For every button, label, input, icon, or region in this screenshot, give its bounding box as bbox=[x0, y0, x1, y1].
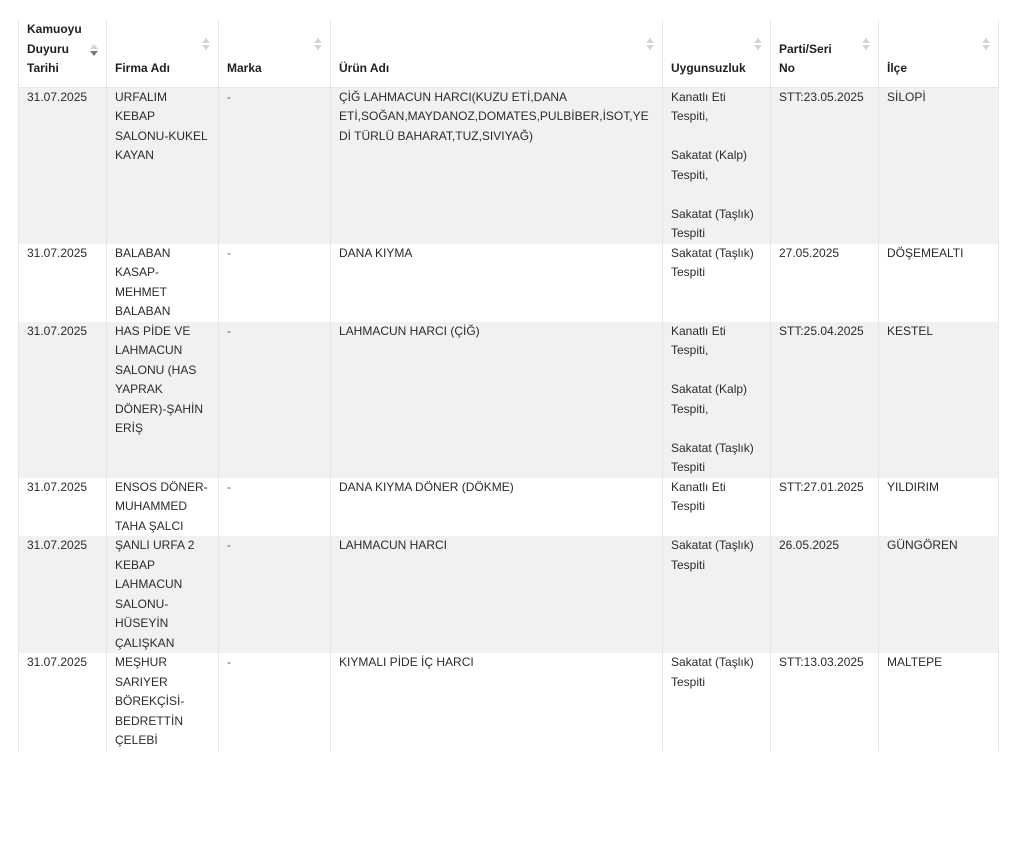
sort-icon[interactable] bbox=[314, 38, 322, 52]
cell-batch: STT:25.04.2025 bbox=[771, 322, 879, 478]
sort-icon[interactable] bbox=[646, 38, 654, 52]
cell-firm: ŞANLI URFA 2 KEBAP LAHMACUN SALONU-HÜSEYİN ÇALIŞKAN bbox=[107, 536, 219, 653]
cell-product: LAHMACUN HARCI (ÇİĞ) bbox=[331, 322, 663, 478]
cell-date: 31.07.2025 bbox=[19, 322, 107, 478]
cell-nonconformity bbox=[663, 244, 771, 322]
column-header-brand-label: Marka bbox=[227, 61, 262, 75]
nonconformity-item: Kanatlı Eti Tespiti, bbox=[671, 323, 726, 357]
column-header-nonconformity-label: Uygunsuzluk bbox=[671, 61, 746, 75]
cell-batch: STT:23.05.2025 bbox=[771, 87, 879, 244]
cell-firm: URFALIM KEBAP SALONU-KUKEL KAYAN bbox=[107, 87, 219, 244]
cell-district: MALTEPE bbox=[879, 653, 999, 751]
column-header-date-label: Kamuoyu Duyuru Tarihi bbox=[27, 22, 82, 75]
column-header-nonconformity[interactable] bbox=[663, 20, 771, 87]
column-header-firm[interactable] bbox=[107, 20, 219, 87]
nonconformity-item: Sakatat (Taşlık) Tespiti bbox=[671, 206, 754, 240]
recall-table bbox=[18, 20, 999, 751]
table-row bbox=[19, 322, 999, 478]
cell-nonconformity bbox=[663, 536, 771, 653]
table-row bbox=[19, 478, 999, 537]
table-row bbox=[19, 87, 999, 244]
nonconformity-item: Sakatat (Kalp) Tespiti, bbox=[671, 382, 748, 416]
table-header-row bbox=[19, 20, 999, 87]
nonconformity-item: Sakatat (Taşlık) Tespiti bbox=[671, 245, 754, 279]
cell-brand: - bbox=[219, 322, 331, 478]
column-header-batch[interactable] bbox=[771, 20, 879, 87]
cell-product: DANA KIYMA DÖNER (DÖKME) bbox=[331, 478, 663, 537]
column-header-batch-label: Parti/Seri No bbox=[779, 41, 832, 75]
column-header-product[interactable] bbox=[331, 20, 663, 87]
cell-batch: 26.05.2025 bbox=[771, 536, 879, 653]
cell-brand: - bbox=[219, 536, 331, 653]
cell-district: YILDIRIM bbox=[879, 478, 999, 537]
nonconformity-item: Sakatat (Taşlık) Tespiti bbox=[671, 655, 754, 689]
cell-date: 31.07.2025 bbox=[19, 536, 107, 653]
cell-nonconformity bbox=[663, 322, 771, 478]
cell-batch: STT:27.01.2025 bbox=[771, 478, 879, 537]
sort-descending-icon[interactable] bbox=[90, 44, 98, 58]
cell-district: DÖŞEMEALTI bbox=[879, 244, 999, 322]
cell-date: 31.07.2025 bbox=[19, 87, 107, 244]
nonconformity-item: Sakatat (Taşlık) Tespiti bbox=[671, 538, 754, 572]
cell-firm: HAS PİDE VE LAHMACUN SALONU (HAS YAPRAK DÖNER)-ŞAHİN ERİŞ bbox=[107, 322, 219, 478]
column-header-date[interactable] bbox=[19, 20, 107, 87]
table-row bbox=[19, 244, 999, 322]
nonconformity-item: Sakatat (Kalp) Tespiti, bbox=[671, 148, 748, 182]
table-row bbox=[19, 653, 999, 751]
cell-product: DANA KIYMA bbox=[331, 244, 663, 322]
table-row bbox=[19, 536, 999, 653]
column-header-product-label: Ürün Adı bbox=[339, 61, 390, 75]
cell-product: ÇİĞ LAHMACUN HARCI(KUZU ETİ,DANA ETİ,SOĞAN,MAYDANOZ,DOMATES,PULBİBER,İSOT,YEDİ TÜRLÜ BAHARAT,TUZ,SIVIYAĞ) bbox=[331, 87, 663, 244]
column-header-firm-label: Firma Adı bbox=[115, 61, 170, 75]
cell-nonconformity bbox=[663, 478, 771, 537]
sort-icon[interactable] bbox=[982, 38, 990, 52]
cell-firm: BALABAN KASAP-MEHMET BALABAN bbox=[107, 244, 219, 322]
cell-batch: STT:13.03.2025 bbox=[771, 653, 879, 751]
cell-district: SİLOPİ bbox=[879, 87, 999, 244]
cell-nonconformity bbox=[663, 87, 771, 244]
cell-district: GÜNGÖREN bbox=[879, 536, 999, 653]
cell-date: 31.07.2025 bbox=[19, 653, 107, 751]
cell-district: KESTEL bbox=[879, 322, 999, 478]
cell-nonconformity bbox=[663, 653, 771, 751]
cell-brand: - bbox=[219, 87, 331, 244]
nonconformity-item: Sakatat (Taşlık) Tespiti bbox=[671, 440, 754, 474]
nonconformity-item: Kanatlı Eti Tespiti bbox=[671, 479, 726, 513]
sort-icon[interactable] bbox=[754, 38, 762, 52]
cell-date: 31.07.2025 bbox=[19, 478, 107, 537]
cell-date: 31.07.2025 bbox=[19, 244, 107, 322]
cell-brand: - bbox=[219, 478, 331, 537]
cell-firm: MEŞHUR SARIYER BÖREKÇİSİ-BEDRETTİN ÇELEBİ bbox=[107, 653, 219, 751]
cell-product: LAHMACUN HARCI bbox=[331, 536, 663, 653]
cell-batch: 27.05.2025 bbox=[771, 244, 879, 322]
cell-firm: ENSOS DÖNER-MUHAMMED TAHA ŞALCI bbox=[107, 478, 219, 537]
cell-product: KIYMALI PİDE İÇ HARCI bbox=[331, 653, 663, 751]
sort-icon[interactable] bbox=[862, 38, 870, 52]
cell-brand: - bbox=[219, 244, 331, 322]
sort-icon[interactable] bbox=[202, 38, 210, 52]
column-header-district[interactable] bbox=[879, 20, 999, 87]
column-header-district-label: İlçe bbox=[887, 61, 908, 75]
column-header-brand[interactable] bbox=[219, 20, 331, 87]
cell-brand: - bbox=[219, 653, 331, 751]
nonconformity-item: Kanatlı Eti Tespiti, bbox=[671, 89, 726, 123]
